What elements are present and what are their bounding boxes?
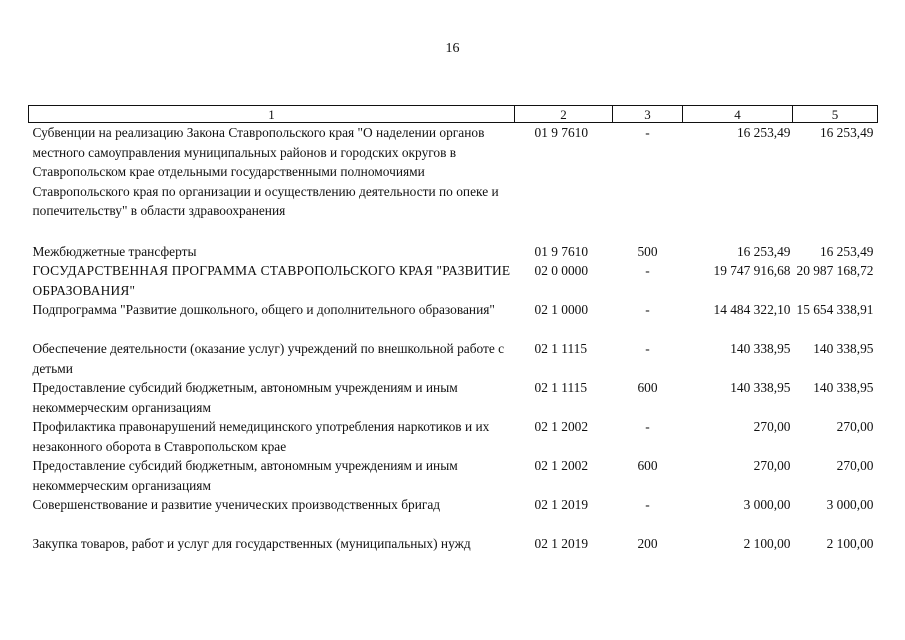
- table-row: [29, 495, 878, 534]
- column-header: 3: [613, 106, 683, 123]
- row-sum-year-1: 2 100,00: [743, 536, 791, 551]
- row-code: 02 0 0000: [534, 263, 589, 278]
- row-sum-year-2: 140 338,95: [813, 341, 874, 356]
- row-sum-year-1: 140 338,95: [730, 380, 791, 395]
- row-expense-type: 200: [637, 536, 658, 551]
- row-code: 02 1 1115: [534, 380, 588, 395]
- row-sum-year-1: 270,00: [753, 419, 791, 434]
- table-row: [29, 123, 878, 242]
- row-code: 02 1 2019: [534, 536, 589, 551]
- row-sum-year-1: 14 484 322,10: [713, 302, 791, 317]
- column-header: 5: [793, 106, 878, 123]
- row-name: Предоставление субсидий бюджетным, автономным учреждениям и иным некоммерческим организациям: [32, 380, 458, 415]
- budget-table: [28, 105, 878, 573]
- table-row: [29, 378, 878, 417]
- table-header-row: [29, 106, 878, 123]
- page-number: 16: [445, 41, 460, 56]
- table-row: [29, 261, 878, 300]
- row-sum-year-1: 19 747 916,68: [713, 263, 791, 278]
- row-sum-year-1: 16 253,49: [736, 125, 791, 140]
- table-row: [29, 300, 878, 339]
- row-code: 02 1 1115: [534, 341, 588, 356]
- row-expense-type: 600: [637, 458, 658, 473]
- row-sum-year-2: 270,00: [836, 419, 874, 434]
- row-name: ГОСУДАРСТВЕННАЯ ПРОГРАММА СТАВРОПОЛЬСКОГО КРАЯ "РАЗВИТИЕ ОБРАЗОВАНИЯ": [32, 263, 511, 298]
- row-sum-year-2: 140 338,95: [813, 380, 874, 395]
- row-sum-year-2: 16 253,49: [819, 243, 874, 259]
- table-row: [29, 534, 878, 573]
- row-name: Предоставление субсидий бюджетным, автономным учреждениям и иным некоммерческим организациям: [32, 458, 458, 493]
- row-sum-year-1: 3 000,00: [743, 497, 791, 512]
- row-expense-type: -: [645, 263, 650, 278]
- row-code: 02 1 2019: [534, 497, 589, 512]
- row-expense-type: 600: [637, 380, 658, 395]
- table-row: [29, 456, 878, 495]
- row-sum-year-2: 270,00: [836, 458, 874, 473]
- row-name: Субвенции на реализацию Закона Ставропольского края "О наделении органов местного самоуправления муниципальных районов и городских округов в Ставропольском крае отдельными государственными полномочиями Ставропольского края по организации и осуществлению деятельности по опеке и попечительству" в области здравоохранения: [32, 125, 499, 218]
- row-expense-type: -: [645, 341, 650, 356]
- row-code: 01 9 7610: [534, 243, 589, 259]
- row-name: Профилактика правонарушений немедицинского употребления наркотиков и их незаконного оборота в Ставропольском крае: [32, 419, 490, 454]
- row-code: 02 1 2002: [534, 419, 589, 434]
- column-header: 2: [515, 106, 613, 123]
- column-header: 4: [683, 106, 793, 123]
- row-name: Совершенствование и развитие ученических производственных бригад: [32, 497, 441, 512]
- row-expense-type: 500: [637, 243, 658, 259]
- row-code: 02 1 0000: [534, 302, 589, 317]
- row-name: Подпрограмма "Развитие дошкольного, общего и дополнительного образования": [32, 302, 495, 317]
- row-sum-year-2: 3 000,00: [826, 497, 874, 512]
- column-header: 1: [29, 106, 515, 123]
- row-sum-year-1: 140 338,95: [730, 341, 791, 356]
- row-sum-year-1: 270,00: [753, 458, 791, 473]
- row-code: 01 9 7610: [534, 125, 589, 140]
- table-row: [29, 242, 878, 262]
- row-sum-year-2: 15 654 338,91: [796, 302, 874, 317]
- row-name: Обеспечение деятельности (оказание услуг) учреждений по внешкольной работе с детьми: [32, 341, 505, 376]
- row-expense-type: -: [645, 125, 650, 140]
- row-expense-type: -: [645, 419, 650, 434]
- row-sum-year-2: 20 987 168,72: [796, 263, 874, 278]
- row-name: Межбюджетные трансферты: [32, 243, 197, 259]
- table-row: [29, 339, 878, 378]
- row-code: 02 1 2002: [534, 458, 589, 473]
- table-row: [29, 417, 878, 456]
- row-sum-year-2: 2 100,00: [826, 536, 874, 551]
- row-sum-year-1: 16 253,49: [736, 243, 791, 259]
- row-expense-type: -: [645, 497, 650, 512]
- row-name: Закупка товаров, работ и услуг для государственных (муниципальных) нужд: [32, 536, 471, 551]
- row-expense-type: -: [645, 302, 650, 317]
- row-sum-year-2: 16 253,49: [819, 125, 874, 140]
